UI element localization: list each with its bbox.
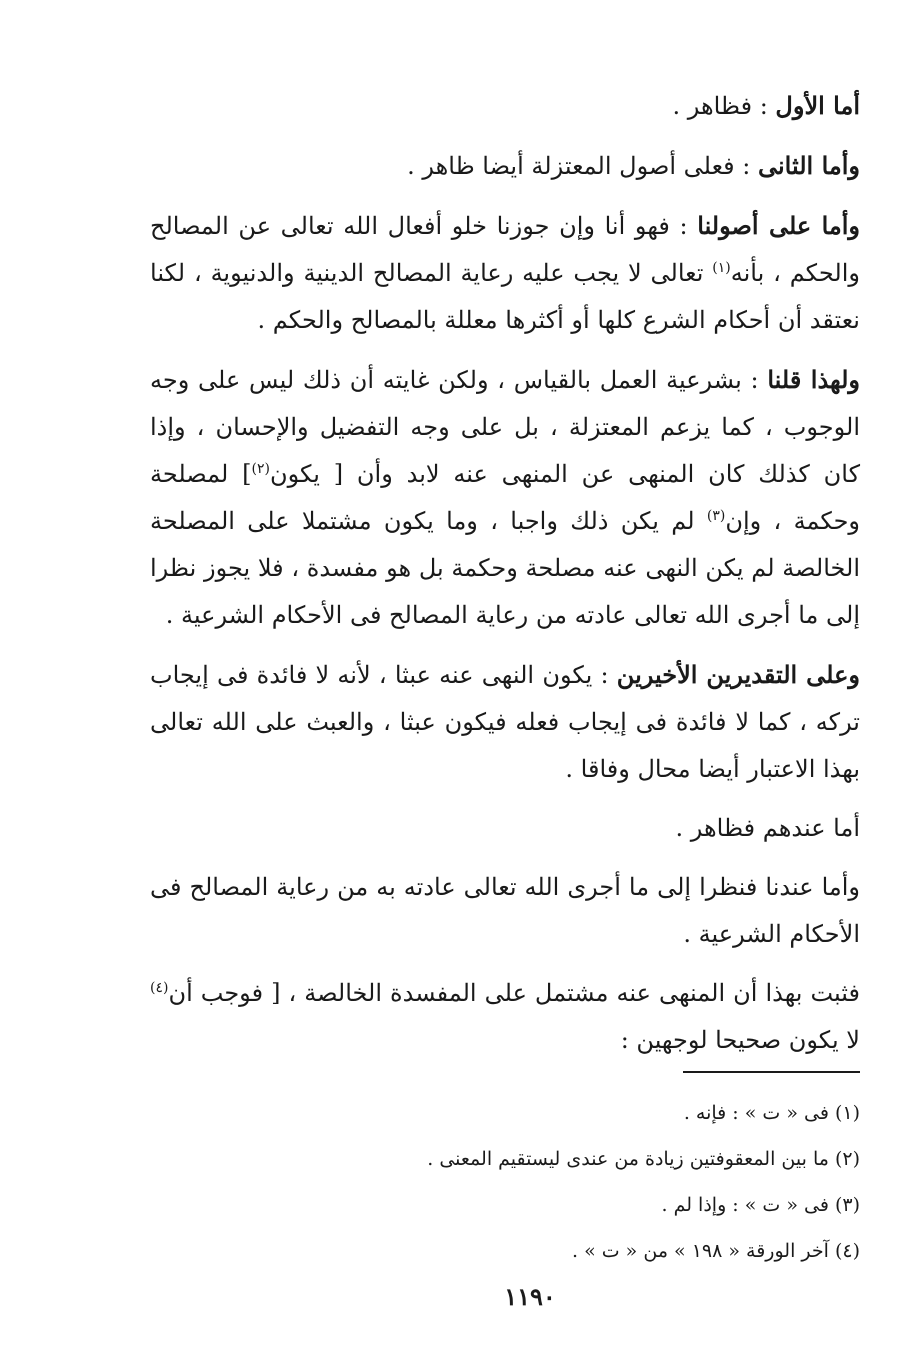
paragraph-text: : فعلى أصول المعتزلة أيضا ظاهر . — [407, 152, 758, 180]
footnote-ref: (٢) — [251, 461, 270, 477]
footnote-1: (١) فى « ت » : فإنه . — [683, 1102, 860, 1124]
paragraph-text: ] لمصلحة وحكمة ، وإن — [150, 460, 860, 535]
footnote-ref: (٤) — [150, 980, 169, 996]
paragraph-text: : يكون النهى عنه عبثا ، لأنه لا فائدة فى إيجاب تركه ، كما لا فائدة فى إيجاب فعله فيكون عبثا ، والعبث على الله تعالى بهذا الاعتبار أيضا محال وفاقا . — [150, 661, 860, 783]
paragraph-8 — [150, 970, 860, 1064]
paragraph-text: : فهو أنا وإن جوزنا خلو أفعال الله تعالى عن المصالح والحكم ، بأنه — [150, 212, 860, 287]
paragraph-lead: وعلى التقديرين الأخيرين — [616, 660, 860, 689]
paragraph-6 — [150, 805, 860, 852]
footnote-4: (٤) آخر الورقة « ١٩٨ » من « ت » . — [572, 1240, 860, 1262]
paragraph-lead: وأما الثانى — [758, 151, 860, 180]
footnotes — [150, 1090, 860, 1274]
paragraph-text: تعالى لا يجب عليه رعاية المصالح الدينية والدنيوية ، لكنا نعتقد أن أحكام الشرع كلها أو أكثرها معللة بالمصالح والحكم . — [150, 259, 860, 334]
page-number: ١١٩٠ — [504, 1282, 556, 1311]
paragraph-text: : فظاهر . — [672, 92, 776, 120]
paragraph-text: أما عندهم فظاهر . — [675, 814, 860, 842]
paragraph-text: لم يكن ذلك واجبا ، وما يكون مشتملا على المصلحة الخالصة لم يكن النهى عنه مصلحة وحكمة بل هو مفسدة ، فلا يجوز نظرا إلى ما أجرى الله تعالى عادته من رعاية المصالح فى الأحكام الشرعية . — [150, 507, 860, 629]
footnote-2: (٢) ما بين المعقوفتين زيادة من عندى ليستقيم المعنى . — [427, 1148, 860, 1170]
footnote-ref: (١) — [712, 260, 731, 276]
paragraph-2 — [150, 142, 860, 190]
main-text — [150, 82, 860, 1076]
paragraph-text: فثبت بهذا أن المنهى عنه مشتمل على المفسدة الخالصة ، [ فوجب أن — [168, 979, 860, 1007]
paragraph-1 — [150, 82, 860, 130]
paragraph-lead: أما الأول — [775, 91, 860, 120]
footnote-3: (٣) فى « ت » : وإذا لم . — [661, 1194, 860, 1216]
paragraph-lead: ولهذا قلنا — [767, 365, 861, 394]
paragraph-3 — [150, 202, 860, 344]
paragraph-text: وأما عندنا فنظرا إلى ما أجرى الله تعالى عادته به من رعاية المصالح فى الأحكام الشرعية . — [150, 873, 860, 948]
paragraph-7 — [150, 864, 860, 958]
paragraph-text: لا يكون صحيحا لوجهين : — [620, 1026, 860, 1054]
paragraph-5 — [150, 651, 860, 793]
paragraph-text: : بشرعية العمل بالقياس ، ولكن غايته أن ذلك ليس على وجه الوجوب ، كما يزعم المعتزلة ، بل على وجه التفضيل والإحسان ، وإذا كان كذلك كان المنهى عن المنهى عنه لابد وأن [ يكون — [150, 366, 861, 488]
paragraph-lead: وأما على أصولنا — [697, 211, 861, 240]
footnote-ref: (٣) — [706, 508, 726, 524]
footnote-separator — [683, 1071, 860, 1073]
paragraph-4 — [150, 356, 860, 639]
